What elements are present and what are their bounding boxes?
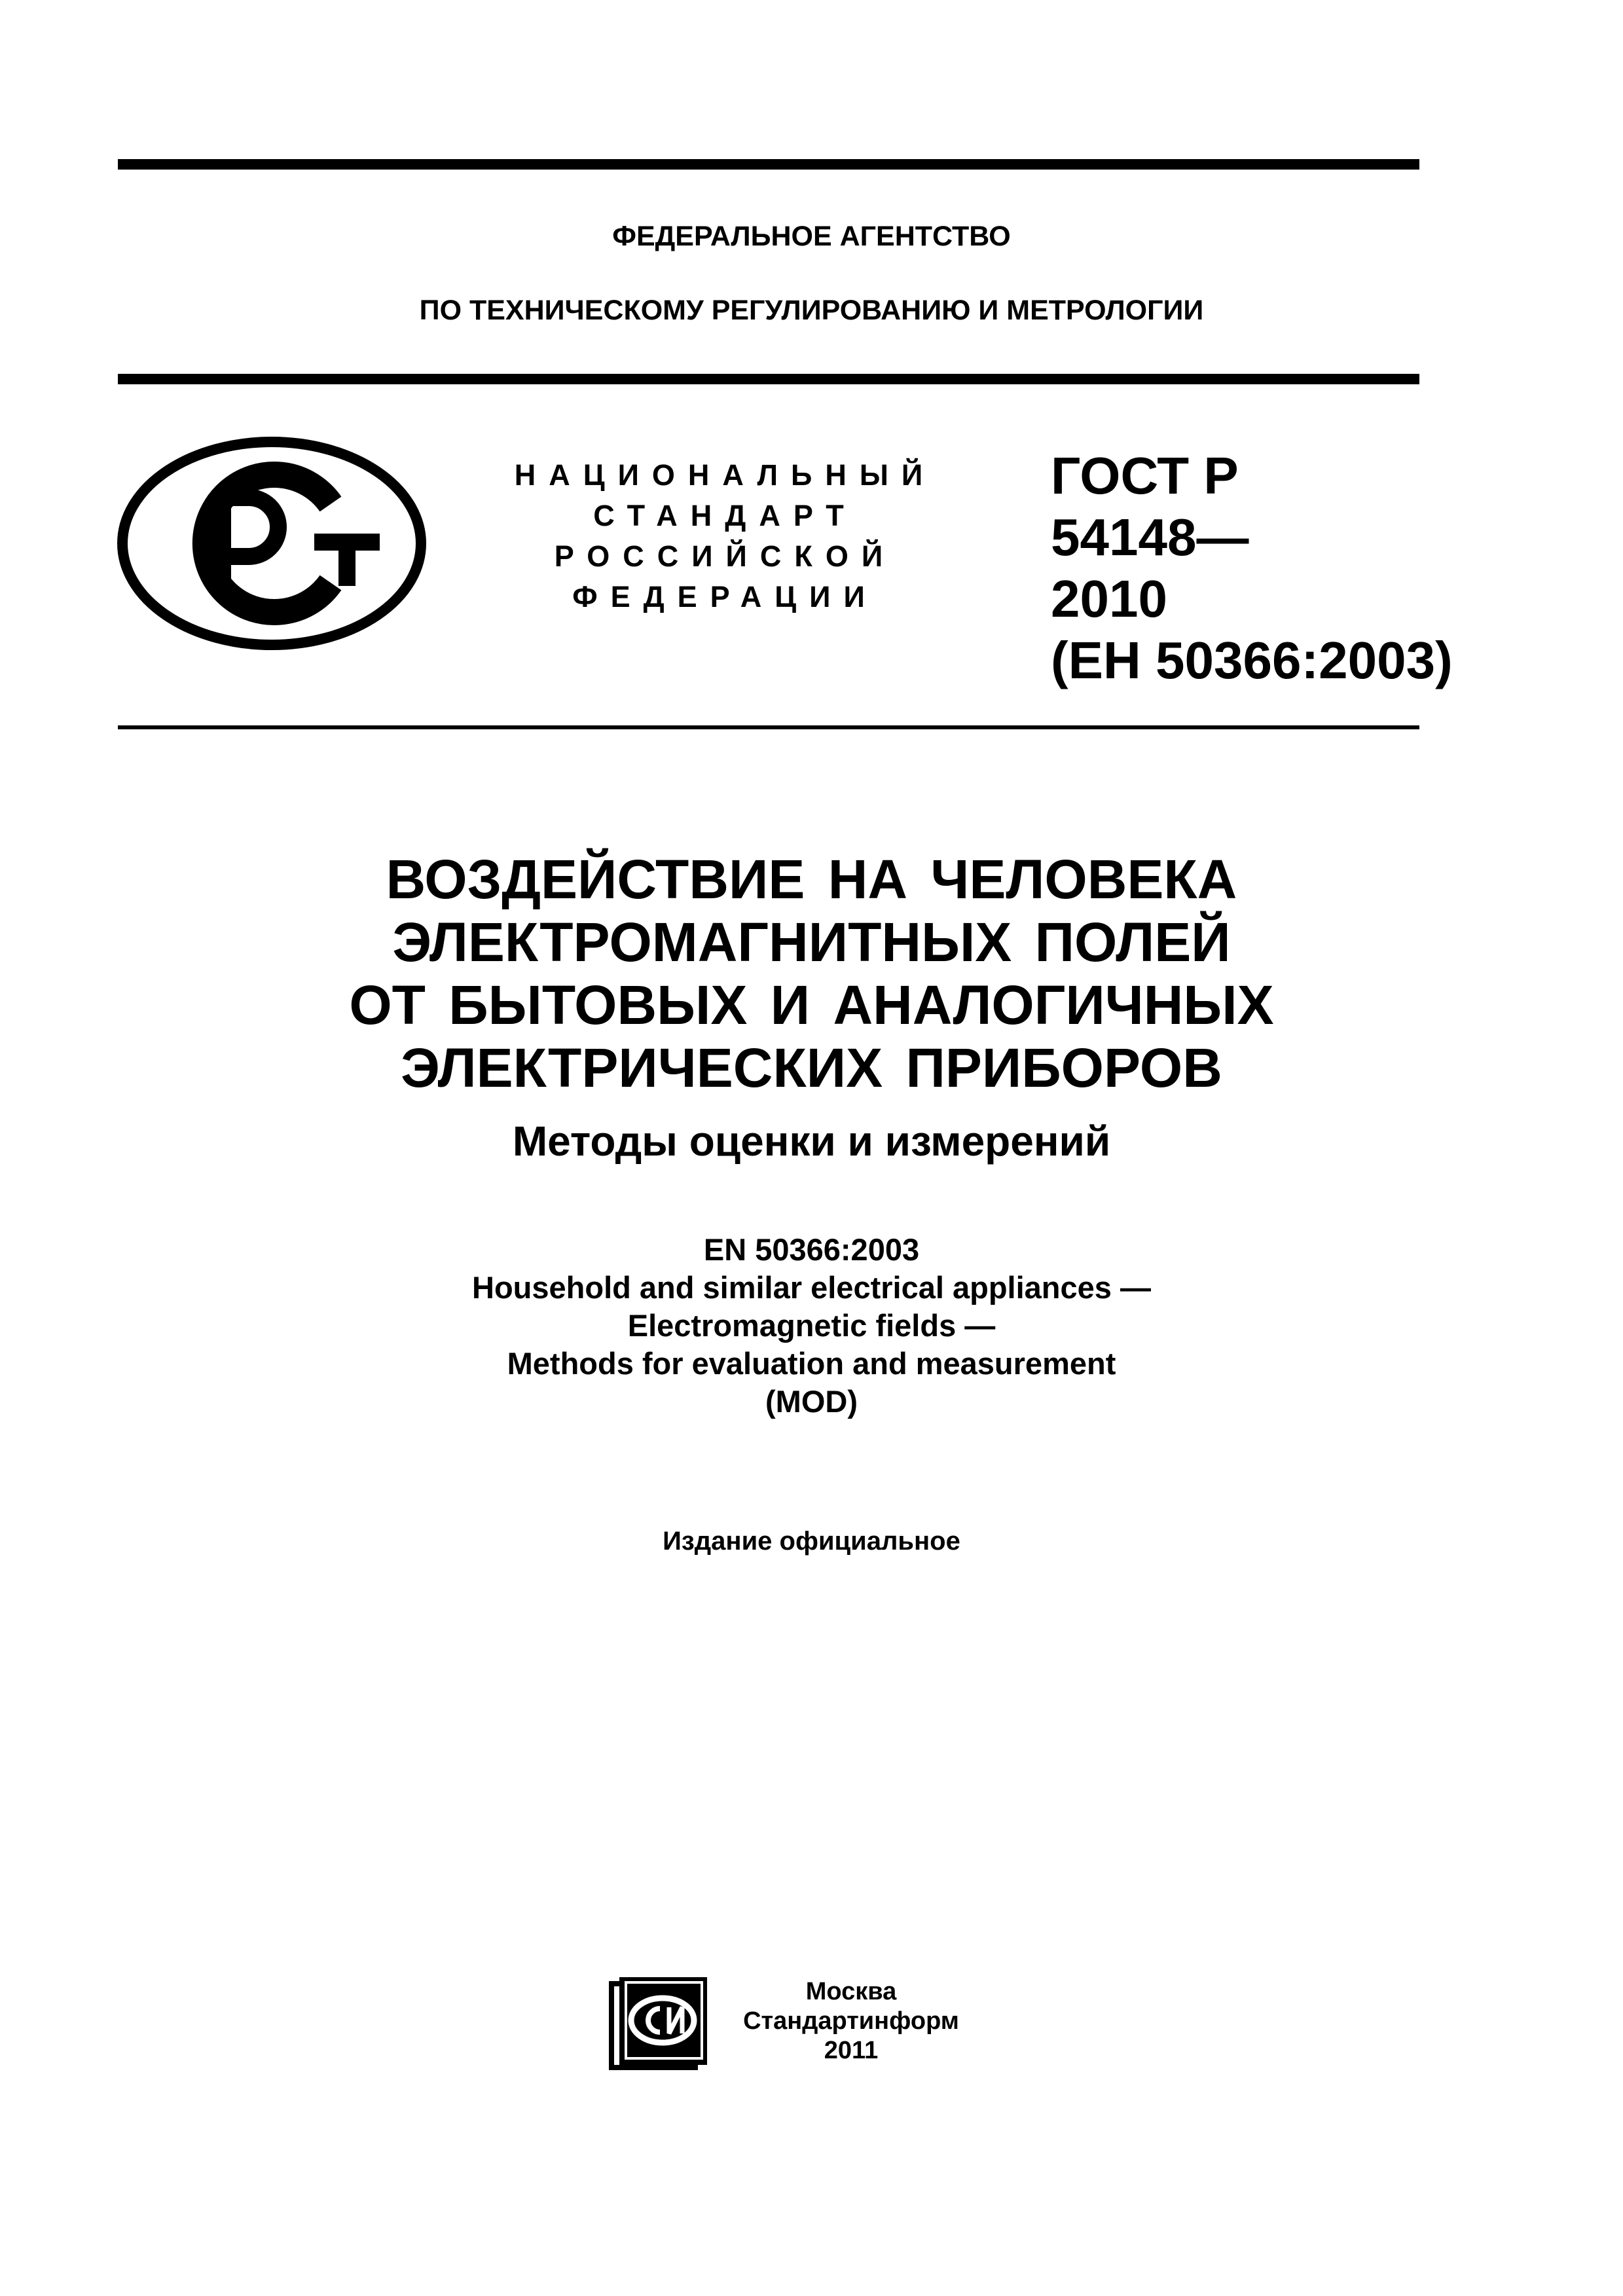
top-rule [118, 159, 1419, 170]
standartinform-logo-icon [609, 1977, 707, 2072]
agency-name-line2: ПО ТЕХНИЧЕСКОМУ РЕГУЛИРОВАНИЮ И МЕТРОЛОГИИ [419, 295, 1204, 326]
en-line: Methods for evaluation and measurement [507, 1346, 1116, 1381]
document-subtitle: Методы оценки и измерений [512, 1118, 1111, 1165]
publication-year: 2011 [824, 2037, 879, 2064]
national-line: РОССИЙСКОЙ [554, 539, 896, 573]
gost-line: (ЕН 50366:2003) [1051, 631, 1453, 689]
national-standard-label [481, 455, 969, 617]
title-line: ОТ БЫТОВЫХ И АНАЛОГИЧНЫХ [349, 974, 1274, 1036]
publisher-block [714, 1977, 989, 2066]
en-line: EN 50366:2003 [703, 1232, 920, 1267]
en-line: Household and similar electrical appliances — [472, 1270, 1151, 1305]
international-standard-block [0, 1231, 1623, 1421]
gost-designation [1051, 445, 1453, 691]
designation-rule [118, 725, 1419, 729]
gost-line: 2010 [1051, 570, 1167, 628]
publisher-city: Москва [805, 1978, 897, 2005]
title-line: ВОЗДЕЙСТВИЕ НА ЧЕЛОВЕКА [386, 848, 1237, 910]
gost-line: 54148— [1051, 508, 1249, 566]
title-line: ЭЛЕКТРИЧЕСКИХ ПРИБОРОВ [401, 1037, 1222, 1099]
en-line: Electromagnetic fields — [627, 1308, 996, 1343]
title-line: ЭЛЕКТРОМАГНИТНЫХ ПОЛЕЙ [392, 911, 1231, 973]
gost-line: ГОСТ Р [1051, 446, 1239, 505]
edition-label: Издание официальное [663, 1527, 960, 1556]
en-line: (MOD) [765, 1384, 858, 1419]
national-line: НАЦИОНАЛЬНЫЙ [514, 458, 936, 492]
document-title [0, 848, 1623, 1099]
agency-name-line1: ФЕДЕРАЛЬНОЕ АГЕНТСТВО [612, 221, 1011, 252]
national-line: СТАНДАРТ [593, 499, 857, 532]
header-rule [118, 374, 1419, 384]
pct-logo-icon [115, 435, 429, 651]
publisher-name: Стандартинформ [743, 2007, 959, 2035]
national-line: ФЕДЕРАЦИИ [572, 580, 878, 613]
